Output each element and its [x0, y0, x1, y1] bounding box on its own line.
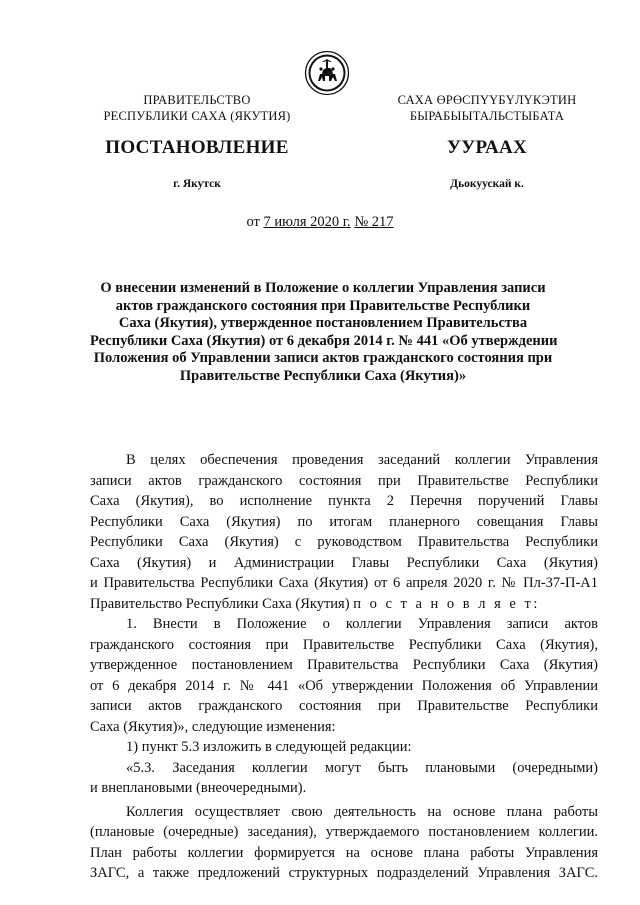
- body-line: План работы коллегии формируется на основе плана работы Управления: [90, 844, 598, 861]
- body-line: Республики Саха (Якутия) с руководством Правительства Республики: [90, 534, 598, 550]
- document-body: [90, 450, 598, 884]
- preamble-final: Правительство Республики Саха (Якутия): [90, 595, 350, 612]
- preamble-paragraph: [90, 450, 598, 614]
- body-line: гражданского состояния при Правительстве Республики Саха (Якутия),: [90, 636, 598, 653]
- plan-paragraph: [90, 802, 598, 884]
- issuer-name-russian: [92, 92, 302, 124]
- body-line: Саха (Якутия), во исполнение пункта 2 Перечня поручений Главы: [90, 493, 598, 509]
- body-line: и внеплановыми (внеочередными).: [90, 780, 307, 796]
- doc-type-yakut: УУРААХ: [446, 137, 528, 158]
- body-line: ЗАГС, а также предложений структурных подразделений Управления ЗАГС.: [90, 865, 598, 881]
- resolves-word: п о с т а н о в л я е т:: [353, 595, 540, 612]
- document-number: № 217: [354, 214, 394, 230]
- issuer-line: БЫРАБЫЫТАЛЬСТЫБАТА: [409, 109, 565, 123]
- city-yakut: Дьокуускай к.: [450, 178, 524, 190]
- subitem-line: 1) пункт 5.3 изложить в следующей редакции:: [126, 739, 412, 755]
- body-line: Республики Саха (Якутия) по итогам планерного совещания Главы: [90, 513, 598, 530]
- body-line: и Правительства Республики Саха (Якутия) от 6 апреля 2020 г. № Пл-37-П-А1: [90, 575, 598, 591]
- doc-type-russian: ПОСТАНОВЛЕНИЕ: [105, 137, 289, 158]
- issuer-line: САХА ӨРӨСПҮҮБҮЛҮКЭТИН: [397, 93, 577, 107]
- title-line: О внесении изменений в Положение о коллегии Управления записи: [100, 280, 546, 296]
- quote-paragraph: [90, 758, 598, 799]
- body-line: Саха (Якутия)», следующие изменения:: [90, 718, 336, 735]
- body-line: [90, 594, 598, 615]
- body-line: записи актов гражданского состояния при Правительстве Республики: [90, 472, 598, 489]
- title-line: Саха (Якутия), утвержденное постановлением Правительства: [118, 315, 528, 331]
- document-date-number: [0, 214, 640, 231]
- body-line: Коллегия осуществляет свою деятельность на основе плана работы: [126, 803, 598, 820]
- issuer-line: РЕСПУБЛИКИ САХА (ЯКУТИЯ): [103, 109, 291, 123]
- date-prefix: от: [246, 214, 260, 230]
- issuer-line: ПРАВИТЕЛЬСТВО: [143, 93, 251, 107]
- body-line: утвержденное постановлением Правительства Республики Саха (Якутия): [90, 657, 598, 673]
- body-line: Саха (Якутия) и Администрации Главы Республики Саха (Якутия): [90, 554, 598, 571]
- coat-of-arms-emblem: [304, 50, 350, 96]
- body-line: от 6 декабря 2014 г. № 441 «Об утверждении Положения об Управлении: [90, 677, 598, 694]
- body-line: (плановые (очередные) заседания), утверждаемого постановлением коллегии.: [90, 824, 598, 840]
- title-line: Правительстве Республики Саха (Якутия)»: [179, 367, 467, 384]
- body-line: записи актов гражданского состояния при Правительстве Республики: [90, 698, 598, 714]
- document-title: [90, 280, 556, 385]
- item-1-paragraph: [90, 614, 598, 737]
- title-line: Республики Саха (Якутия) от 6 декабря 2014 г. № 441 «Об утверждении: [90, 332, 558, 349]
- city-russian: г. Якутск: [173, 178, 221, 190]
- body-line: «5.3. Заседания коллегии могут быть плановыми (очередными): [126, 759, 598, 776]
- title-line: актов гражданского состояния при Правительстве Республики: [115, 297, 531, 314]
- date-value: 7 июля 2020 г.: [263, 214, 351, 230]
- title-line: Положения об Управлении записи актов гражданского состояния при: [93, 350, 553, 366]
- issuer-name-yakut: [372, 92, 602, 124]
- body-line: В целях обеспечения проведения заседаний коллегии Управления: [126, 452, 598, 468]
- body-line: 1. Внести в Положение о коллегии Управления записи актов: [126, 616, 598, 632]
